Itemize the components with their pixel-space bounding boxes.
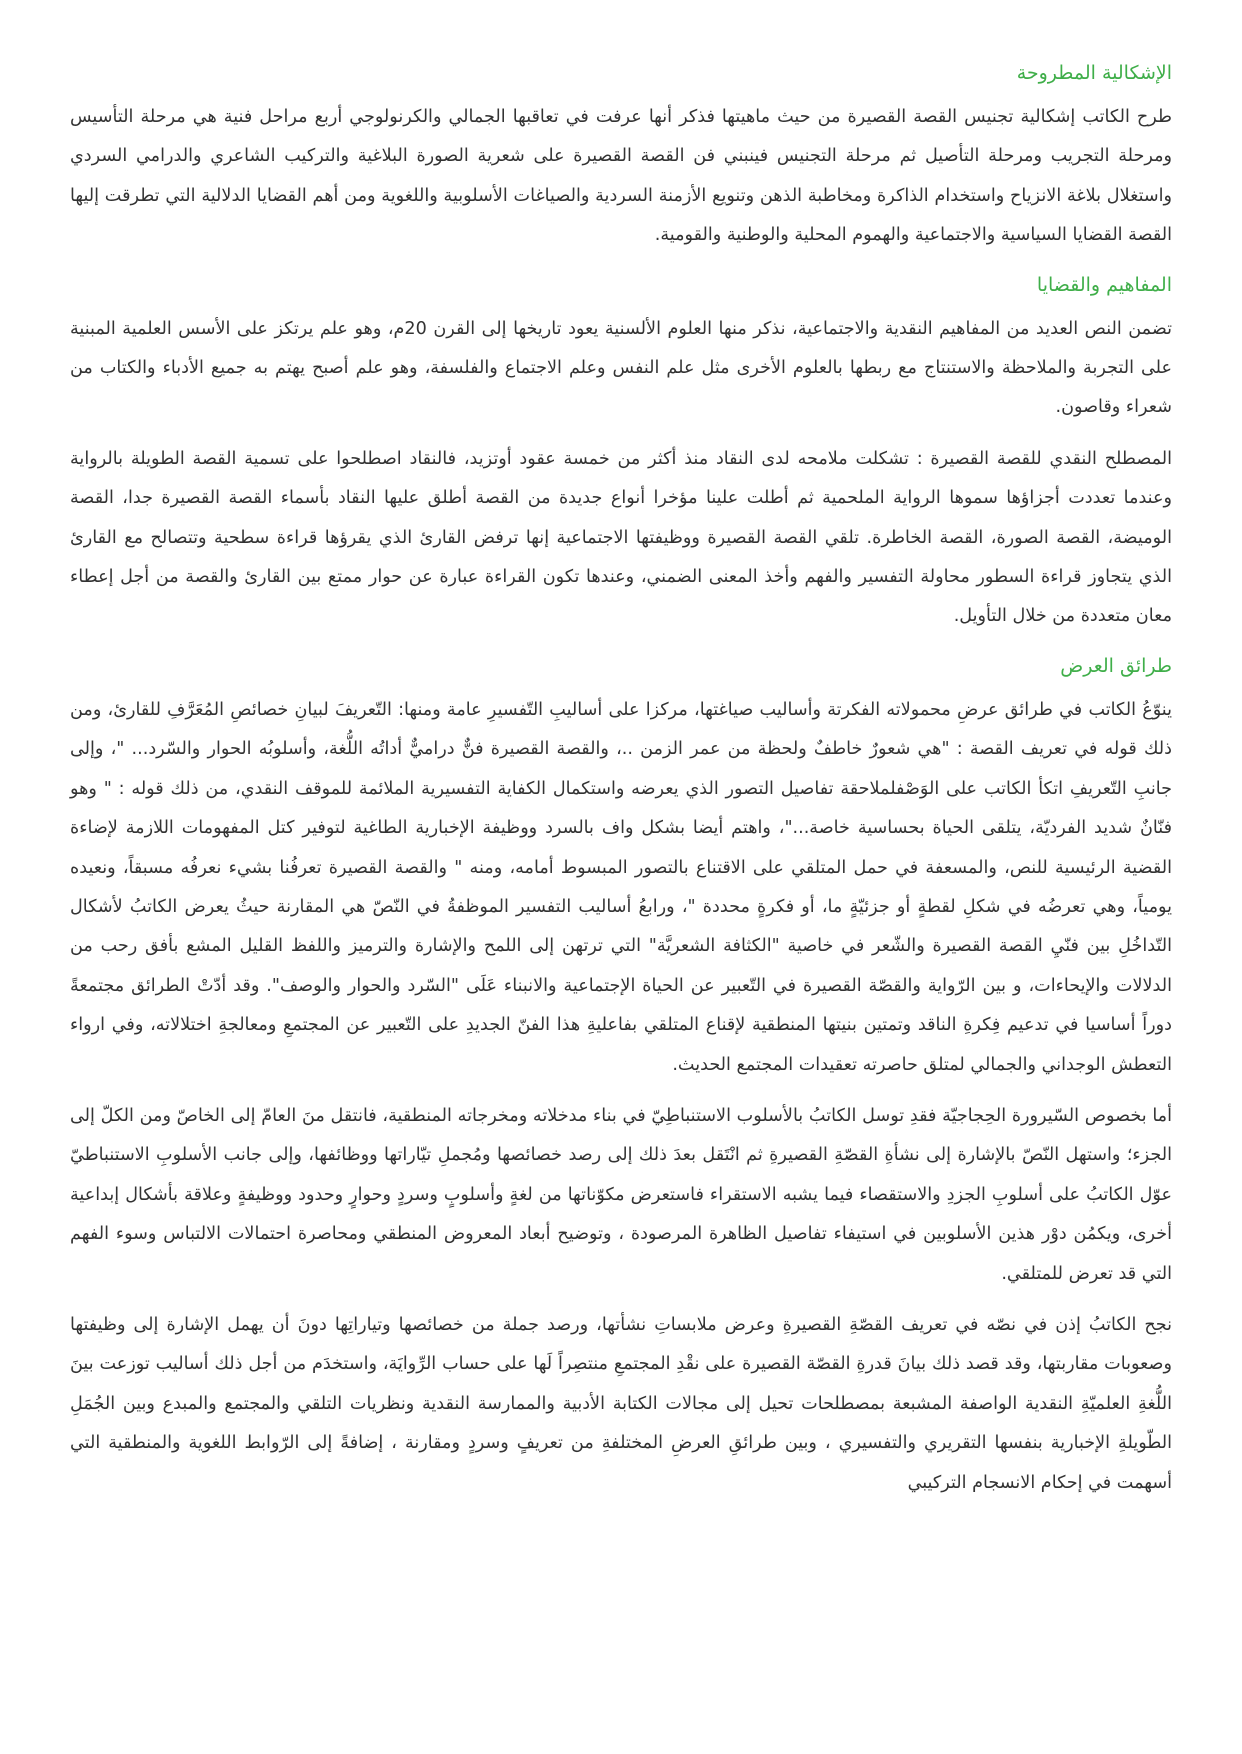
paragraph: ينوّعُ الكاتب في طرائق عرضِ محمولاته الفكرتة وأساليب صياغتها، مركزا على أساليبِ التّفسيرِ عامة ومنها: التّعريفَ لبيانِ خصائصِ المُعَرَّفِ للقارئ، ومن ذلك قوله في تعريف القصة : "هي شعورٌ خاطفٌ ولحظة من عمر الزمن ..، والقصة القصيرة فنٌّ دراميٌّ أداتُه اللُّغة، وأسلوبُه الحوار والسّرد... "، وإلى جانبِ التّعريفِ اتكأ الكاتب على الوَصْفلملاحقة تفاصيل التصور الذي يعرضه واستكمال الكفاية التفسيرية الملائمة للموقف النقدي، من ذلك قوله : " وهو فنّانٌ شديد الفرديّة، يتلقى الحياة بحساسية خاصة..."، واهتم أيضا بشكل واف بالسرد ووظيفة الإخبارية الطاغية لتوفير كتل المفهومات اللازمة لإضاءة القضية الرئيسية للنص، والمسعفة في حمل المتلقي على الاقتناع بالتصور المبسوط أمامه، ومنه " والقصة القصيرة تعرفُنا بشيء نعرفُه مسبقاً، ونعيده يومياً، وهي تعرضُه في شكلِ لقطةٍ أو جزئيّةٍ ما، أو فكرةٍ محددة "، ورابعُ أساليب التفسير الموظفةُ في النّصّ هي المقارنة حيثُ يعرض الكاتبُ لأشكال التّداخُلِ بين فنّيِ القصة القصيرة والشّعر في خاصية "الكثافة الشعريَّة" التي ترتهن إلى اللمح والإشارة والترميز واللفظ القليل المشع بأفق رحب من الدلالات والإيحاءات، و بين الرّواية والقصّة القصيرة في التّعبير عن الحياة الإجتماعية والانبناء عَلَى "السّرد والحوار والوصف". وقد أدّتْ الطرائق مجتمعةً دوراً أساسيا في تدعيم فِكرةِ الناقد وتمتين بنيتها المنطقية لإقناع المتلقي بفاعليةِ هذا الفنّ الجديدِ على التّعبير عن المجتمعِ ومعالجةِ اختلالاته، وفي ارواء التعطش الوجداني والجمالي لمتلق حاصرته تعقيدات المجتمع الحديث. [70,699,1172,1075]
paragraph: المصطلح النقدي للقصة القصيرة : تشكلت ملامحه لدى النقاد منذ أكثر من خمسة عقود أوتزيد، فالنقاد اصطلحوا على تسمية القصة الطويلة بالرواية وعندما تعددت أجزاؤها سموها الرواية الملحمية ثم أطلت علينا مؤخرا أنواع جديدة من القصة أطلق عليها النقاد بأسماء القصة القصيرة جدا، القصة الوميضة، القصة الصورة، القصة الخاطرة. تلقي القصة القصيرة ووظيفتها الاجتماعية إنها ترفض القارئ الذي يقرؤها قراءة سطحية وتتصالح مع القارئ الذي يتجاوز قراءة السطور محاولة التفسير والفهم وأخذ المعنى الضمني، وعندها تكون القراءة عبارة عن حوار ممتع بين القارئ والقصة من أجل إعطاء معان متعددة من خلال التأويل. [70,448,1172,627]
paragraph: طرح الكاتب إشكالية تجنيس القصة القصيرة من حيث ماهيتها فذكر أنها عرفت في تعاقبها الجمالي والكرنولوجي أربع مراحل فنية هي مرحلة التأسيس ومرحلة التجريب ومرحلة التأصيل ثم مرحلة التجنيس فينبني فن القصة القصيرة على شعرية الصورة البلاغية والتركيب الشاعري والدرامي السردي واستغلال بلاغة الانزياح واستخدام الذاكرة ومخاطبة الذهن وتنويع الأزمنة السردية والصياغات الأسلوبية واللغوية ومن أهم القضايا الدلالية التي تطرقت إليها القصة القضايا السياسية والاجتماعية والهموم المحلية والوطنية والقومية. [70,107,1172,246]
section-methods [70,651,1172,1503]
paragraph: تضمن النص العديد من المفاهيم النقدية والاجتماعية، نذكر منها العلوم الألسنية يعود تاريخها إلى القرن 20م، وهو علم يرتكز على الأسس العلمية المبنية على التجربة والملاحظة والاستنتاج مع ربطها بالعلوم الأخرى مثل علم النفس وعلم الاجتماع والفلسفة، وهو علم أصبح يهتم به جميع الأدباء والكتاب من شعراء وقاصون. [70,318,1172,418]
section-heading-concepts: المفاهيم والقضايا [1036,273,1172,296]
section-heading-methods: طرائق العرض [1060,654,1172,677]
paragraph: نجح الكاتبُ إذن في نصّه في تعريف القصّةِ القصيرةِ وعرض ملابساتِ نشأتها، ورصد جملة من خصائصها وتياراتِها دونَ أن يهمل الإشارة إلى وظيفتها وصعوبات مقاربتها، وقد قصد ذلك بيانَ قدرةِ القصّة القصيرة على نقْدِ المجتمعِ منتصِراً لَها على حساب الرِّوايَة، واستخدَم من أجل ذلك أساليب توزعت بينَ اللُّغةِ العلميّةِ النقدية الواصفة المشبعة بمصطلحات تحيل إلى مجالات الكتابة الأدبية والممارسة النقدية ونظريات التلقي والمجتمع والمبدع وبين الجُمَلِ الطّويلةِ الإخبارية بنفسها التقريري والتفسيري ، وبين طرائقِ العرضِ المختلفةِ من تعريفٍ وسردٍ ومقارنة ، إضافةً إلى الرّوابط اللغوية والمنطقية التي أسهمت في إحكام الانسجام التركيبي [70,1314,1172,1493]
section-concepts [70,270,1172,637]
paragraph: أما بخصوص السّيرورة الحِجاجيّة فقدِ توسل الكاتبُ بالأسلوب الاستنباطِيّ في بناء مدخلاته ومخرجاته المنطقية، فانتقل منَ العامّ إلى الخاصّ ومن الكلّ إلى الجزء؛ واستهل النّصّ بالإشارة إلى نشأةِ القصّةِ القصيرةِ ثم انْتَقل بعدَ ذلك إلى رصد خصائصها ومُجملِ تيّاراتها ووظائفها، وإلى جانب الأسلوبِ الاستنباطيّ عوّل الكاتبُ على أسلوبِ الجزدِ والاستقصاء فيما يشبه الاستقراء فاستعرض مكوّناتها من لغةٍ وأسلوبٍ وسردٍ وحوارٍ وحدود ووظيفةٍ وعلاقة بأشكال إبداعية أخرى، ويكمُن دوْر هذين الأسلوبين في استيفاء تفاصيل الظاهرة المرصودة ، وتوضيح أبعاد المعروض المنطقي ومحاصرة احتمالات الالتباس وسوء الفهم التي قد تعرض للمتلقي. [70,1105,1172,1284]
section-heading-problem: الإشكالية المطروحة [1016,62,1172,84]
section-problem [70,58,1172,256]
